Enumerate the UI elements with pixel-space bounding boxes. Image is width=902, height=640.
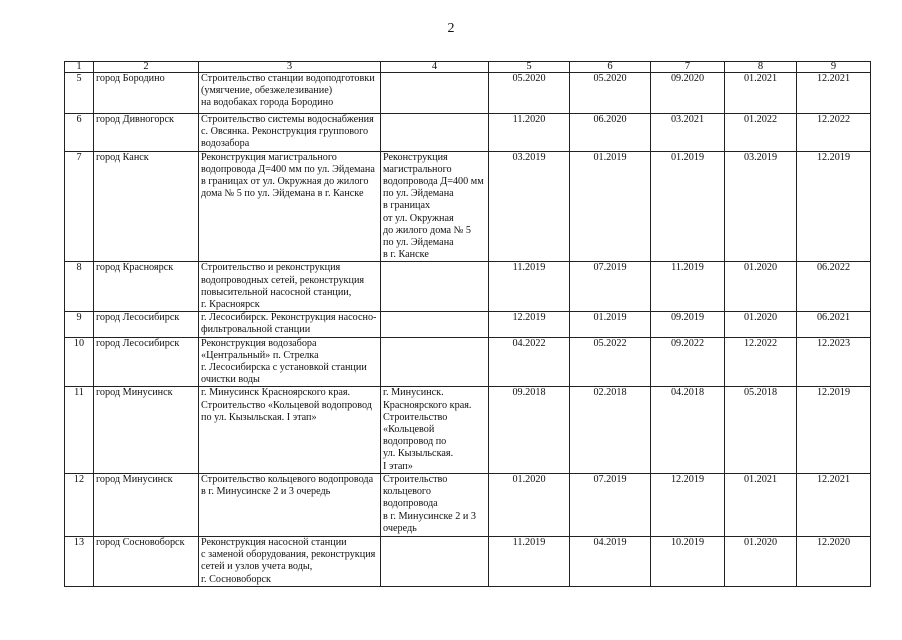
project-description [199,337,381,387]
description-line: г. Лесосибирска с установкой станции [201,362,367,374]
description-line: сетей и узлов учета воды, [201,561,313,573]
object-name-line: Строительство [383,411,448,423]
date-col-5: 03.2019 [489,151,570,262]
description-line: г. Минусинск Красноярского края. [201,387,351,399]
object-name-line: водопровода [383,498,438,510]
date-col-6: 06.2020 [570,114,651,152]
column-header: 7 [651,62,725,73]
column-header: 2 [94,62,199,73]
object-name-line: ул. Кызыльская. [383,448,454,460]
object-name [381,262,489,312]
object-name-line: кольцевого [383,486,431,498]
description-line: водопроводных сетей, реконструкция [201,274,365,286]
date-col-6: 07.2019 [570,473,651,536]
column-header: 8 [725,62,797,73]
object-name-line: в г. Минусинске 2 и 3 [383,510,476,522]
column-header: 5 [489,62,570,73]
object-name-line: по ул. Эйдемана [383,188,454,200]
description-line: в границах от ул. Окружная до жилого [201,176,369,188]
header-row [65,62,871,73]
schedule-table [64,61,871,587]
object-name-line: до жилого дома № 5 [383,224,471,236]
description-line: (умягчение, обезжелезивание) [201,85,333,97]
date-col-9: 12.2021 [797,73,871,114]
description-line: Строительство станции водоподготовки [201,73,375,84]
date-col-9: 06.2021 [797,312,871,337]
date-col-6: 01.2019 [570,312,651,337]
date-col-9: 12.2020 [797,536,871,586]
city-name: город Сосновоборск [94,536,199,586]
date-col-7: 04.2018 [651,387,725,473]
object-name-line: «Кольцевой [383,424,435,436]
date-col-8: 01.2020 [725,312,797,337]
date-col-9: 12.2023 [797,337,871,387]
table-row [65,473,871,536]
date-col-6: 01.2019 [570,151,651,262]
city-name: город Дивногорск [94,114,199,152]
description-line: г. Лесосибирск. Реконструкция насосно- [201,312,377,324]
date-col-7: 10.2019 [651,536,725,586]
table-row [65,73,871,114]
object-name-line: очередь [383,522,417,534]
description-line: водопровода Д=400 мм по ул. Эйдемана [201,163,375,175]
column-header: 3 [199,62,381,73]
date-col-8: 01.2021 [725,73,797,114]
row-number: 10 [65,337,94,387]
object-name-line: Реконструкция [383,151,448,163]
object-name [381,312,489,337]
row-number: 9 [65,312,94,337]
object-name-line: в границах [383,200,431,212]
description-line: в г. Минусинске 2 и 3 очередь [201,486,331,498]
object-name-line: водопровода Д=400 мм [383,176,484,188]
date-col-7: 09.2022 [651,337,725,387]
date-col-8: 01.2022 [725,114,797,152]
object-name-line: I этап» [383,460,413,472]
date-col-7: 11.2019 [651,262,725,312]
description-line: Строительство системы водоснабжения [201,114,374,125]
project-description [199,536,381,586]
date-col-9: 06.2022 [797,262,871,312]
object-name [381,151,489,262]
table-row [65,114,871,152]
object-name [381,473,489,536]
table-row [65,387,871,473]
table-row [65,262,871,312]
date-col-6: 04.2019 [570,536,651,586]
date-col-8: 01.2020 [725,262,797,312]
date-col-7: 09.2019 [651,312,725,337]
date-col-8: 05.2018 [725,387,797,473]
table-row [65,312,871,337]
date-col-5: 05.2020 [489,73,570,114]
date-col-5: 11.2019 [489,536,570,586]
project-description [199,262,381,312]
row-number: 8 [65,262,94,312]
row-number: 12 [65,473,94,536]
date-col-7: 01.2019 [651,151,725,262]
column-header: 6 [570,62,651,73]
description-line: г. Сосновоборск [201,573,272,585]
date-col-5: 09.2018 [489,387,570,473]
description-line: на водобаках города Бородино [201,97,334,109]
description-line: дома № 5 по ул. Эйдемана в г. Канске [201,188,364,200]
description-line: Реконструкция водозабора [201,337,317,349]
date-col-7: 12.2019 [651,473,725,536]
description-line: Строительство «Кольцевой водопровод [201,399,372,411]
description-line: очистки воды [201,374,260,386]
city-name: город Канск [94,151,199,262]
project-description [199,312,381,337]
date-col-7: 03.2021 [651,114,725,152]
date-col-9: 12.2019 [797,151,871,262]
date-col-9: 12.2019 [797,387,871,473]
date-col-8: 03.2019 [725,151,797,262]
object-name [381,73,489,114]
description-line: Реконструкция магистрального [201,151,337,163]
object-name-line: магистрального [383,163,452,175]
date-col-9: 12.2022 [797,114,871,152]
description-line: повысительной насосной станции, [201,286,352,298]
city-name: город Красноярск [94,262,199,312]
date-col-8: 01.2020 [725,536,797,586]
date-col-5: 01.2020 [489,473,570,536]
date-col-5: 11.2019 [489,262,570,312]
object-name [381,536,489,586]
date-col-8: 12.2022 [725,337,797,387]
description-line: фильтровальной станции [201,324,311,336]
object-name-line: г. Минусинск. [383,387,444,399]
project-description [199,73,381,114]
row-number: 13 [65,536,94,586]
project-description [199,151,381,262]
object-name-line: Строительство [383,473,448,485]
date-col-6: 07.2019 [570,262,651,312]
project-description [199,473,381,536]
description-line: Реконструкция насосной станции [201,536,347,548]
description-line: по ул. Кызыльская. I этап» [201,411,317,423]
date-col-8: 01.2021 [725,473,797,536]
project-description [199,387,381,473]
description-line: с заменой оборудования, реконструкция [201,549,376,561]
row-number: 5 [65,73,94,114]
table-row [65,536,871,586]
object-name-line: водопровод по [383,436,447,448]
description-line: водозабора [201,138,250,150]
page-number: 2 [447,21,455,36]
date-col-9: 12.2021 [797,473,871,536]
object-name-line: Красноярского края. [383,399,472,411]
city-name: город Лесосибирск [94,312,199,337]
date-col-5: 12.2019 [489,312,570,337]
city-name: город Лесосибирск [94,337,199,387]
date-col-6: 02.2018 [570,387,651,473]
description-line: Строительство кольцевого водопровода [201,473,374,485]
row-number: 6 [65,114,94,152]
table-row [65,151,871,262]
column-header: 9 [797,62,871,73]
date-col-5: 11.2020 [489,114,570,152]
object-name-line: в г. Канске [383,249,429,261]
description-line: с. Овсянка. Реконструкция группового [201,126,369,138]
object-name [381,114,489,152]
project-description [199,114,381,152]
date-col-6: 05.2022 [570,337,651,387]
date-col-5: 04.2022 [489,337,570,387]
object-name [381,387,489,473]
object-name [381,337,489,387]
row-number: 7 [65,151,94,262]
city-name: город Минусинск [94,473,199,536]
city-name: город Минусинск [94,387,199,473]
object-name-line: от ул. Окружная [383,212,454,224]
description-line: «Центральный» п. Стрелка [201,349,319,361]
table-row [65,337,871,387]
description-line: г. Красноярск [201,299,260,311]
date-col-6: 05.2020 [570,73,651,114]
column-header: 1 [65,62,94,73]
description-line: Строительство и реконструкция [201,262,341,274]
row-number: 11 [65,387,94,473]
date-col-7: 09.2020 [651,73,725,114]
column-header: 4 [381,62,489,73]
object-name-line: по ул. Эйдемана [383,237,454,249]
city-name: город Бородино [94,73,199,114]
